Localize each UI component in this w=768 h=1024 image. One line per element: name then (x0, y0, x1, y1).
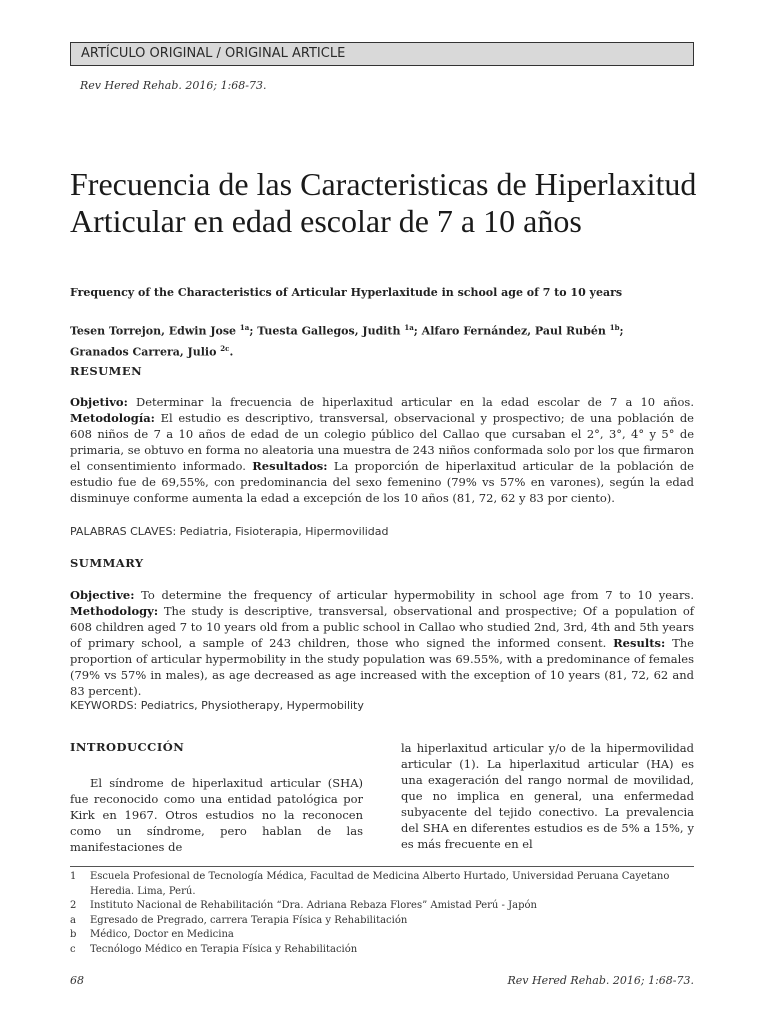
author-name: Tesen Torrejon, Edwin Jose (70, 324, 237, 338)
objective-label: Objective: (70, 588, 135, 602)
author-affiliation: 1b (609, 323, 620, 332)
author-affiliation: 1a (404, 323, 414, 332)
page-number: 68 (70, 974, 84, 987)
footnote-mark: c (70, 943, 76, 955)
summary-paragraph (70, 587, 694, 699)
article-title: Frecuencia de las Caracteristicas de Hiperlaxitud Articular en edad escolar de 7 a 10 años (70, 166, 697, 239)
footnote-text: Escuela Profesional de Tecnología Médica, Facultad de Medicina Alberto Hurtado, Universidad Peruana Cayetano Heredia. Lima, Perú. (90, 871, 670, 897)
resumen-heading: RESUMEN (70, 364, 143, 378)
resumen-paragraph (70, 394, 694, 506)
footnote-item (70, 899, 694, 914)
section-label: ARTÍCULO ORIGINAL / ORIGINAL ARTICLE (70, 42, 694, 66)
author-name: Tuesta Gallegos, Judith (257, 324, 401, 338)
palabras-claves: PALABRAS CLAVES: Pediatria, Fisioterapia, Hipermovilidad (70, 525, 389, 538)
footnote-text: Egresado de Pregrado, carrera Terapia Física y Rehabilitación (90, 914, 408, 926)
footnote-text: Tecnólogo Médico en Terapia Física y Rehabilitación (90, 943, 358, 955)
results-label: Results: (613, 636, 666, 650)
objetivo-text: Determinar la frecuencia de hiperlaxitud articular en la edad escolar de 7 a 10 años. (127, 395, 694, 409)
footnote-mark: b (70, 929, 77, 940)
intro-right-column: la hiperlaxitud articular y/o de la hipermovilidad articular (1). La hiperlaxitud articular (HA) es una exageración del rango normal de movilidad, que no implica en general, una enfermedad subyacente del tejido conectivo. La prevalencia del SHA en diferentes estudios es de 5% a 15%, y es más frecuente en el (401, 741, 694, 851)
results-text: The proportion of articular hypermobility in the study population was 69.55%, with a predominance of females (79% vs 57% in males), as age decreased as age increased with the exception of 10 years (81, 72, 62 and 83 percent). (70, 636, 694, 698)
author-affiliation: 1a (239, 323, 250, 332)
footnote-text: Médico, Doctor en Medicina (90, 929, 234, 940)
resultados-text: La proporción de hiperlaxitud articular de la población de estudio fue de 69,55%, con predominancia del sexo femenino (79% vs 57% en varones), según la edad disminuye conforme aumenta la edad a excepción de los 10 años (81, 72, 62 y 83 por ciento). (70, 459, 694, 505)
summary-heading: SUMMARY (70, 556, 144, 570)
author-list: Tesen Torrejon, Edwin Jose $^{1a}$; Tuesta Gallegos, Judith $^{1a}$; Alfaro Fernández, Paul Rubén $^{1b}$; Granados Carrera, Julio $^{2c}$. (70, 323, 624, 359)
footer-citation: Rev Hered Rehab. 2016; 1:68-73. (507, 974, 694, 987)
footnote-item (70, 870, 694, 899)
keywords: KEYWORDS: Pediatrics, Physiotherapy, Hypermobility (70, 699, 364, 712)
metodologia-text: El estudio es descriptivo, transversal, observacional y prospectivo; de una población de 608 niños de 7 a 10 años de edad de un colegio público del Callao que cursaban el 2°, 3°, 4° y 5° de primaria, se obtuvo en forma no aleatoria una muestra de 243 niños conformada solo por los que firmaron el consentimiento informado. (70, 411, 694, 473)
intro-left-column: El síndrome de hiperlaxitud articular (SHA) fue reconocido como una entidad patológica por Kirk en 1967. Otros estudios no la reconocen como un síndrome, pero hablan de las manifestaciones de (70, 776, 363, 854)
introduccion-heading: INTRODUCCIÓN (70, 740, 185, 754)
footnote-mark: a (70, 914, 76, 926)
resultados-label: Resultados: (252, 459, 328, 473)
footnote-divider (70, 866, 694, 867)
header-citation: Rev Hered Rehab. 2016; 1:68-73. (80, 79, 267, 92)
article-subtitle: Frequency of the Characteristics of Articular Hyperlaxitude in school age of 7 to 10 years (70, 286, 623, 299)
footnote-text: Instituto Nacional de Rehabilitación “Dra. Adriana Rebaza Flores” Amistad Perú - Japón (90, 900, 537, 911)
footnote-mark: 1 (70, 871, 77, 882)
footnote-item (70, 943, 694, 958)
author-name: Granados Carrera, Julio (70, 345, 217, 359)
footnote-mark: 2 (70, 900, 77, 911)
footnotes (70, 870, 694, 957)
author-name: Alfaro Fernández, Paul Rubén (421, 324, 606, 338)
author-affiliation: 2c (220, 343, 230, 353)
metodologia-label: Metodología: (70, 411, 155, 425)
methodology-label: Methodology: (70, 604, 159, 618)
objective-text: To determine the frequency of articular hypermobility in school age from 7 to 10 years. (134, 588, 694, 602)
footnote-item (70, 914, 694, 929)
objetivo-label: Objetivo: (70, 395, 128, 409)
methodology-text: The study is descriptive, transversal, observational and prospective; Of a population of 608 children aged 7 to 10 years old from a public school in Callao who studied 2nd, 3rd, 4th and 5th years of primary school, a sample of 243 children, those who signed the informed consent. (70, 604, 694, 650)
footnote-item (70, 928, 694, 943)
